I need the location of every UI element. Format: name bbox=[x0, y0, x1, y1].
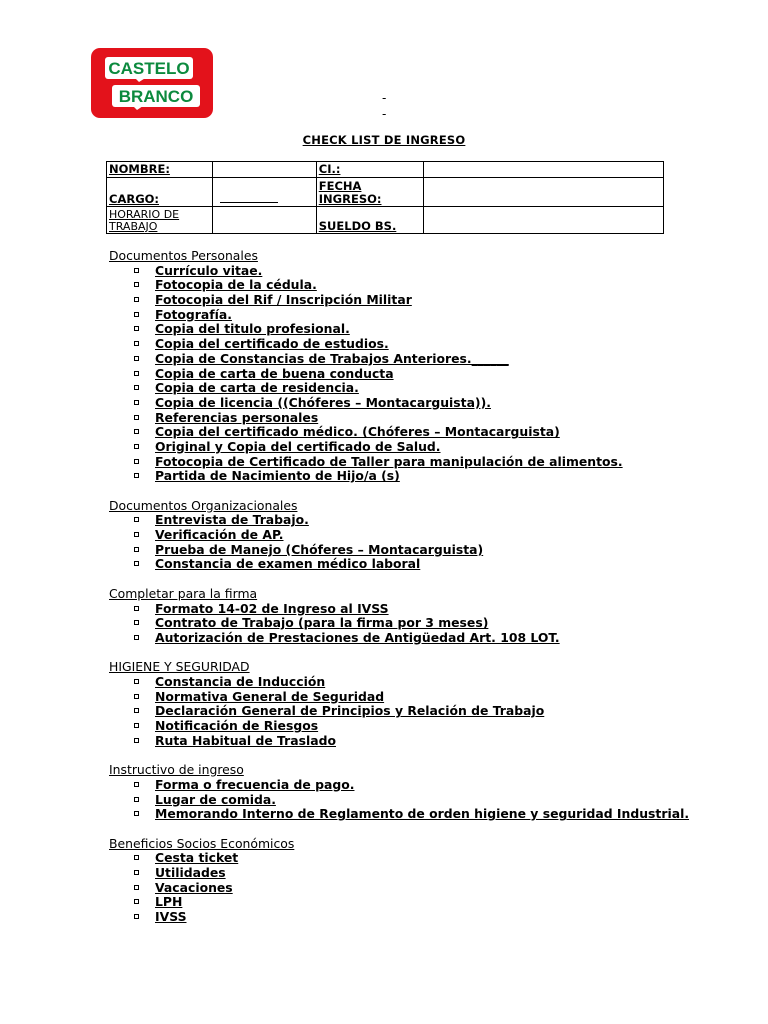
checkbox-icon[interactable] bbox=[134, 782, 139, 787]
section-title: Beneficios Socios Económicos bbox=[109, 835, 295, 851]
dash-mark-2: - bbox=[382, 107, 387, 121]
checklist-item-label: Vacaciones bbox=[155, 879, 233, 895]
checkbox-icon[interactable] bbox=[134, 371, 139, 376]
section-spacer bbox=[109, 822, 749, 837]
fecha-ingreso-value[interactable] bbox=[423, 178, 663, 207]
checkbox-icon[interactable] bbox=[134, 885, 139, 890]
checkbox-icon[interactable] bbox=[134, 723, 139, 728]
checklist-item-label: Fotocopia del Rif / Inscripción Militar bbox=[155, 292, 412, 308]
checklist-item bbox=[109, 719, 749, 734]
checkbox-icon[interactable] bbox=[134, 532, 139, 537]
checklist bbox=[109, 264, 749, 484]
section-title: Documentos Organizacionales bbox=[109, 497, 298, 513]
castelo-branco-logo bbox=[91, 48, 213, 118]
checkbox-icon[interactable] bbox=[134, 473, 139, 478]
cargo-blank-line bbox=[220, 202, 278, 203]
checklist-item bbox=[109, 851, 749, 866]
horario-value[interactable] bbox=[212, 207, 316, 234]
section-spacer bbox=[109, 484, 749, 499]
checkbox-icon[interactable] bbox=[134, 635, 139, 640]
checkbox-icon[interactable] bbox=[134, 282, 139, 287]
checkbox-icon[interactable] bbox=[134, 855, 139, 860]
section-spacer bbox=[109, 572, 749, 587]
checkbox-icon[interactable] bbox=[134, 459, 139, 464]
checklist-item-label: Copia de Constancias de Trabajos Anteriores.______ bbox=[155, 350, 509, 366]
checklist-item-label: Fotocopia de la cédula. bbox=[155, 277, 317, 293]
checklist-item-label: Referencias personales bbox=[155, 409, 319, 425]
checkbox-icon[interactable] bbox=[134, 870, 139, 875]
checkbox-icon[interactable] bbox=[134, 400, 139, 405]
page-title: CHECK LIST DE INGRESO bbox=[302, 133, 466, 147]
section-title: HIGIENE Y SEGURIDAD bbox=[109, 659, 250, 675]
checklist bbox=[109, 602, 749, 646]
checklist-item bbox=[109, 881, 749, 896]
checklist-item-label: Formato 14-02 de Ingreso al IVSS bbox=[155, 600, 389, 616]
ci-label: CI.: bbox=[316, 162, 423, 178]
checkbox-icon[interactable] bbox=[134, 415, 139, 420]
checklist-item-label: Cesta ticket bbox=[155, 850, 239, 866]
logo-text-branco: BRANCO bbox=[118, 87, 194, 106]
checklist-item-label: Verificación de AP. bbox=[155, 527, 284, 543]
fecha-label-line1: FECHA bbox=[318, 179, 362, 193]
checkbox-icon[interactable] bbox=[134, 708, 139, 713]
checklist-item-label: Prueba de Manejo (Chóferes – Montacarguista) bbox=[155, 541, 484, 557]
checkbox-icon[interactable] bbox=[134, 694, 139, 699]
checklist-item-label: Entrevista de Trabajo. bbox=[155, 512, 309, 528]
checklist-item bbox=[109, 278, 749, 293]
checklist-item-label: Copia del certificado médico. (Chóferes – Montacarguista) bbox=[155, 424, 560, 440]
checkbox-icon[interactable] bbox=[134, 561, 139, 566]
checklist-item bbox=[109, 352, 749, 367]
checkbox-icon[interactable] bbox=[134, 297, 139, 302]
employee-info-table bbox=[106, 161, 664, 234]
checklist-item bbox=[109, 440, 749, 455]
checklist-item bbox=[109, 734, 749, 749]
checklist-item bbox=[109, 807, 749, 822]
checklist-item-label: Fotografía. bbox=[155, 306, 232, 322]
checklist-item bbox=[109, 704, 749, 719]
horario-label-line2: TRABAJO bbox=[109, 220, 158, 233]
checkbox-icon[interactable] bbox=[134, 326, 139, 331]
checklist-item bbox=[109, 543, 749, 558]
checklist-item bbox=[109, 778, 749, 793]
checkbox-icon[interactable] bbox=[134, 679, 139, 684]
checklist-item-label: Partida de Nacimiento de Hijo/a (s) bbox=[155, 468, 400, 484]
checklist-item-label: Notificación de Riesgos bbox=[155, 718, 319, 734]
checklist-item bbox=[109, 411, 749, 426]
checkbox-icon[interactable] bbox=[134, 341, 139, 346]
checklist-item-label: Fotocopia de Certificado de Taller para manipulación de alimentos. bbox=[155, 453, 623, 469]
nombre-value[interactable] bbox=[212, 162, 316, 178]
checklist bbox=[109, 778, 749, 822]
checklist-item bbox=[109, 469, 749, 484]
nombre-label: NOMBRE: bbox=[107, 162, 213, 178]
section-spacer bbox=[109, 748, 749, 763]
checklist-item-label: Original y Copia del certificado de Salud. bbox=[155, 438, 441, 454]
fecha-label-line2: INGRESO: bbox=[318, 192, 382, 206]
checklist-item-label: Copia del titulo profesional. bbox=[155, 321, 350, 337]
checklist-item-label: Constancia de Inducción bbox=[155, 674, 326, 689]
checklist-item bbox=[109, 895, 749, 910]
section-title: Instructivo de ingreso bbox=[109, 762, 244, 778]
checklist-item-label: Forma o frecuencia de pago. bbox=[155, 776, 355, 792]
checklist-item bbox=[109, 455, 749, 470]
checkbox-icon[interactable] bbox=[134, 811, 139, 816]
checklist-item-label: Declaración General de Principios y Relación de Trabajo bbox=[155, 703, 545, 719]
checklist-item bbox=[109, 616, 749, 631]
checkbox-icon[interactable] bbox=[134, 444, 139, 449]
checklist-item-label: LPH bbox=[155, 894, 183, 910]
checklist-item bbox=[109, 910, 749, 925]
checklist-item-label: Lugar de comida. bbox=[155, 791, 276, 807]
checklist-item bbox=[109, 675, 749, 690]
checkbox-icon[interactable] bbox=[134, 547, 139, 552]
checklist bbox=[109, 675, 749, 748]
checkbox-icon[interactable] bbox=[134, 356, 139, 361]
section-spacer bbox=[109, 646, 749, 661]
checkbox-icon[interactable] bbox=[134, 268, 139, 273]
sueldo-label: SUELDO BS. bbox=[316, 207, 423, 234]
checklist-item bbox=[109, 631, 749, 646]
checkbox-icon[interactable] bbox=[134, 899, 139, 904]
checklist-item-label: Autorización de Prestaciones de Antigüedad Art. 108 LOT. bbox=[155, 629, 560, 645]
checklist bbox=[109, 513, 749, 572]
checklist-item-label: Copia del certificado de estudios. bbox=[155, 336, 389, 352]
cargo-value[interactable] bbox=[212, 178, 316, 207]
sueldo-value[interactable] bbox=[423, 207, 663, 234]
checklist-item-label: IVSS bbox=[155, 909, 187, 925]
checkbox-icon[interactable] bbox=[134, 797, 139, 802]
horario-label-line1: HORARIO DE bbox=[109, 208, 180, 221]
checklist-item-label: Contrato de Trabajo (para la firma por 3 meses) bbox=[155, 615, 489, 631]
checklist-item bbox=[109, 381, 749, 396]
checklist-item bbox=[109, 513, 749, 528]
checklist-item-label: Normativa General de Seguridad bbox=[155, 688, 385, 704]
checklist-item bbox=[109, 308, 749, 323]
checklist-item bbox=[109, 866, 749, 881]
checkbox-icon[interactable] bbox=[134, 606, 139, 611]
checklist-item bbox=[109, 793, 749, 808]
checklist-item-label: Utilidades bbox=[155, 864, 226, 880]
section-title: Completar para la firma bbox=[109, 585, 258, 601]
checklist-item bbox=[109, 293, 749, 308]
checklist-item bbox=[109, 337, 749, 352]
checklist-item-label: Constancia de examen médico laboral bbox=[155, 556, 421, 572]
checklist-item bbox=[109, 602, 749, 617]
checklist-item bbox=[109, 690, 749, 705]
checkbox-icon[interactable] bbox=[134, 385, 139, 390]
logo-text-castelo: CASTELO bbox=[108, 59, 190, 78]
checklist-item-label: Copia de licencia ((Chóferes – Montacarguista)). bbox=[155, 394, 491, 410]
checklist-sections bbox=[109, 249, 749, 925]
checklist-item-label: Ruta Habitual de Traslado bbox=[155, 732, 336, 748]
checkbox-icon[interactable] bbox=[134, 914, 139, 919]
checkbox-icon[interactable] bbox=[134, 517, 139, 522]
ci-value[interactable] bbox=[423, 162, 663, 178]
checkbox-icon[interactable] bbox=[134, 620, 139, 625]
checklist-item bbox=[109, 557, 749, 572]
dash-mark-1: - bbox=[382, 91, 387, 105]
fecha-ingreso-label bbox=[316, 178, 423, 207]
checklist-item bbox=[109, 425, 749, 440]
cargo-label: CARGO: bbox=[107, 178, 213, 207]
checklist bbox=[109, 851, 749, 924]
checklist-item-label: Currículo vitae. bbox=[155, 262, 263, 278]
checklist-item bbox=[109, 396, 749, 411]
section-title: Documentos Personales bbox=[109, 248, 258, 263]
checklist-item bbox=[109, 322, 749, 337]
horario-label bbox=[107, 207, 213, 234]
checklist-item-label: Memorando Interno de Reglamento de orden higiene y seguridad Industrial. bbox=[155, 806, 690, 822]
checkbox-icon[interactable] bbox=[134, 312, 139, 317]
checklist-item-label: Copia de carta de buena conducta bbox=[155, 365, 394, 381]
checklist-item-label: Copia de carta de residencia. bbox=[155, 380, 359, 396]
checklist-item bbox=[109, 367, 749, 382]
checklist-item bbox=[109, 264, 749, 279]
checkbox-icon[interactable] bbox=[134, 738, 139, 743]
checkbox-icon[interactable] bbox=[134, 429, 139, 434]
checklist-item bbox=[109, 528, 749, 543]
